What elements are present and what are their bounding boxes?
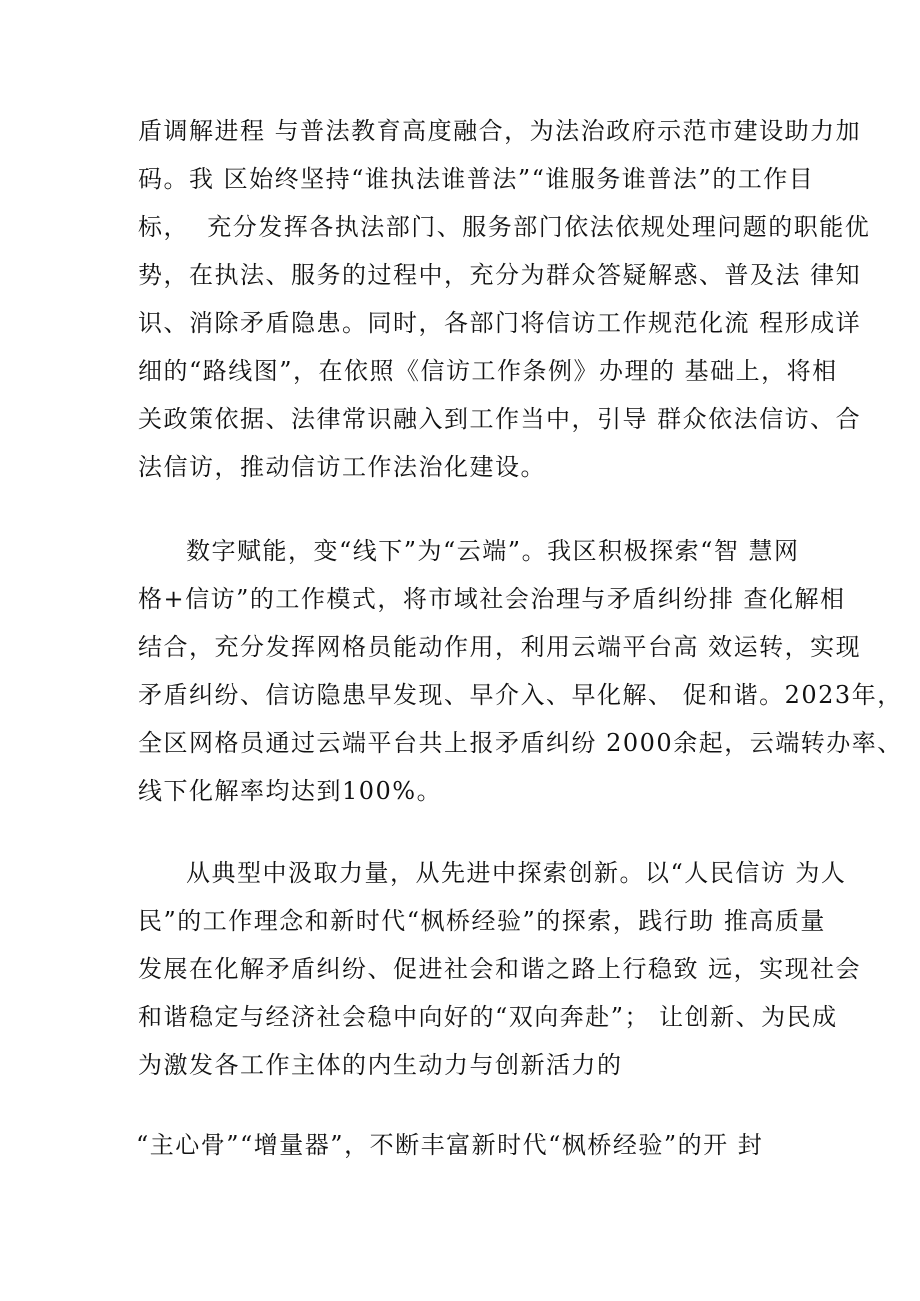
text-line: 矛盾纠纷、信访隐患早发现、早介入、早化解、 促和谐。2023年，	[138, 681, 903, 709]
text-line: “主心骨”“增量器”，不断丰富新时代“枫桥经验”的开 封	[136, 1131, 764, 1159]
text-line: 码。我 区始终坚持“谁执法谁普法”“谁服务谁普法”的工作目	[138, 165, 815, 193]
text-line: 民”的工作理念和新时代“枫桥经验”的探索，践行助 推高质量	[138, 907, 826, 935]
text-line: 为激发各工作主体的内生动力与创新活力的	[138, 1051, 623, 1079]
text-line: 法信访，推动信访工作法治化建设。	[138, 453, 546, 481]
text-line: 和谐稳定与经济社会稳中向好的“双向奔赴”； 让创新、为民成	[138, 1003, 838, 1031]
text-line: 关政策依据、法律常识融入到工作当中，引导 群众依法信访、合	[138, 405, 862, 433]
text-line: 线下化解率均达到100%。	[138, 777, 443, 805]
text-line: 数字赋能，变“线下”为“云端”。我区积极探索“智 慧网	[186, 537, 800, 565]
text-line: 发展在化解矛盾纠纷、促进社会和谐之路上行稳致 远，实现社会	[138, 955, 862, 983]
text-line: 格+信访”的工作模式，将市域社会治理与矛盾纠纷排 查化解相	[138, 585, 846, 613]
text-line: 势，在执法、服务的过程中，充分为群众答疑解惑、普及法 律知	[138, 261, 862, 289]
text-line: 识、消除矛盾隐患。同时，各部门将信访工作规范化流 程形成详	[138, 309, 862, 337]
text-line: 从典型中汲取力量，从先进中探索创新。以“人民信访 为人	[186, 859, 847, 887]
text-line: 细的“路线图”，在依照《信访工作条例》办理的 基础上，将相	[138, 357, 838, 385]
text-line: 标， 充分发挥各执法部门、服务部门依法依规处理问题的职能优	[138, 213, 871, 241]
text-line: 结合，充分发挥网格员能动作用，利用云端平台高 效运转，实现	[138, 633, 862, 661]
text-line: 全区网格员通过云端平台共上报矛盾纠纷 2000余起，云端转办率、	[138, 729, 903, 757]
text-line: 盾调解进程 与普法教育高度融合，为法治政府示范市建设助力加	[138, 117, 862, 145]
